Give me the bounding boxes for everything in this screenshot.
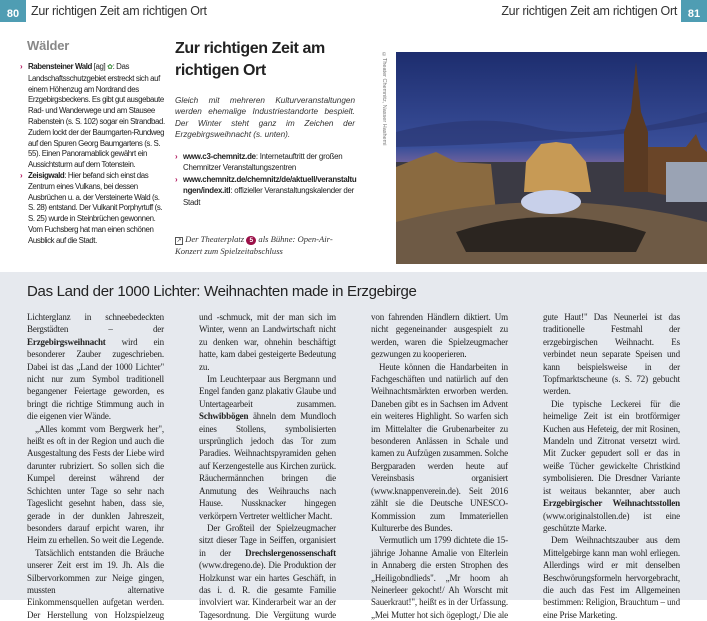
chevron-right-icon: › — [20, 62, 23, 71]
paragraph: Der Großteil der Spielzeugmacher sitzt dieser Tage in Seiffen, organisiert in der Drechslergenossenschaft (www.dregeno.de). Die Produktion der Holzkunst war ein hartes Geschäft, in das i. d. R. die gesamte Familie involviert war. Kinderarbeit war an der Tagesordnung. Die Vergütung wurde von fahrenden Händlern diktiert. Um nicht gegeneinander ausgespielt zu werden, waren die Spielzeugmacher gezwungen zu kooperieren. — [199, 312, 508, 620]
item-name: Rabensteiner Wald — [28, 62, 92, 71]
map-marker-badge: 5 — [246, 236, 256, 245]
photo-ref-icon: ↗ — [176, 238, 182, 244]
list-item — [175, 174, 360, 208]
box-body-columns — [27, 311, 680, 621]
page-number-right: 81 — [681, 0, 707, 22]
item-tag: [ag] — [91, 62, 108, 71]
caption-text: Der Theaterplatz — [185, 234, 247, 244]
theaterplatz-photo — [396, 52, 707, 264]
link-url[interactable]: www.c3-chemnitz.de — [183, 152, 256, 161]
section-title-waelder: Wälder — [27, 38, 70, 53]
running-title-right: Zur richtigen Zeit am richtigen Ort — [501, 4, 677, 18]
link-url[interactable]: www.chemnitz.de/chemnitz/de/aktuell/veranstaltungen/index.itl — [183, 174, 357, 196]
intro-text: Gleich mit mehreren Kulturveranstaltungen werden ehemalige Industriestandorte bespielt. Der Winter steht ganz im Zeichen der Erzgebirgsweihnacht (s. unten). — [175, 96, 355, 140]
link-desc: : offizieller Veranstaltungskalender der Stadt — [183, 186, 354, 207]
item-text: : Hier befand sich einst das Zentrum eines Vulkans, bei dessen Ausbrüchen u. a. der Versteinerte Wald (s. S. 28) entstand. Der Vulkanit Porphyrtuff (s. S. 25) wurde in Steinbrüchen gewonnen. Vom Fuchsberg hat man einen schönen Ausblick auf die Stadt. — [28, 170, 163, 245]
item-text: : Das Landschaftsschutzgebiet erstreckt sich auf einem Höhenzug am Nordrand des Erzgebirgsbeckens. Es gibt gut ausgebaute Rad- und Wanderwege und am Stausee Rabenstein (s. S. 102) sogar ein Strandbad. Zudem lockt der der Baumgarten-Rundweg auf den Spuren Georg Baumgartens (s. S. 55). Einen Panoramablick gewährt ein Aussichtsturm auf dem Totenstein. — [28, 62, 165, 170]
chevron-right-icon: › — [20, 170, 23, 180]
waelder-list — [20, 62, 166, 247]
running-title-left: Zur richtigen Zeit am richtigen Ort — [31, 4, 207, 18]
nature-icon: ✿ — [107, 64, 113, 71]
paragraph: Dem Weihnachtszauber aus dem Mittelgebirge kann man wohl erliegen. Allerdings wird er mit denselben Beschwörungsformeln hervorgebracht, die auch das Fest im Allgemeinen bestimmen: Religion, Brauchtum – und eine Prise Marketing. — [543, 535, 680, 620]
chevron-right-icon: › — [175, 152, 178, 161]
box-title: Das Land der 1000 Lichter: Weihnachten made in Erzgebirge — [27, 283, 417, 300]
list-item — [20, 62, 166, 171]
intro-title: Zur richtigen Zeit am richtigen Ort — [175, 40, 325, 79]
list-item — [20, 171, 166, 247]
paragraph: Tatsächlich entstanden die Bräuche unserer Zeit erst im 19. Jh. Als die Silbervorkommen zur Neige gingen, mussten alternative Einkommensquellen aufgetan werden. Der Herstellung von Holzspielzeug und -schmuck, mit der man sich im Winter, wenn an Landwirtschaft nicht zu denken war, ohnehin beschäftigt hatte, kam dabei gesteigerte Bedeutung zu. — [27, 312, 336, 620]
paragraph: „Alles kommt vom Bergwerk her", heißt es oft in der Region und auch die Ausgestaltung des Fests der Liebe wird darunter rubriziert. So sollen sich die Kumpel dereinst während der Schichten unter Tage so sehr nach Tageslicht gesehnt haben, dass sie, gerade in der dunklen Jahreszeit, besonders darauf erpicht waren, ihr Heim zu erhellen. So weit die Legende. — [27, 423, 164, 546]
paragraph: Die typische Leckerei für die heimelige Zeit ist ein brotförmiger Kuchen aus Hefeteig, der mit Rosinen, Mandeln und Zitronat versetzt wird. Mit Zucker gepudert soll er das in weiße Tücher gewickelte Christkind symbolisieren. Die Dresdner Variante ist weitaus bekannter, aber auch Erzgebirgischer Weihnachtsstollen (www.originalstollen.de) ist eine geschützte Marke. — [543, 398, 680, 533]
list-item — [175, 151, 360, 174]
item-name: Zeisigwald — [28, 170, 65, 180]
paragraph: Lichterglanz in schneebedeckten Bergstädten – der Erzgebirgsweihnacht wird ein besonderer Zauber zugeschrieben. Dabei ist das „Land der 1000 Lichter" nicht nur zum Symbol traditionell begangener Feiertage geworden, es bringt die richtige Stimmung auch in die eigenen vier Wände. — [27, 312, 164, 422]
paragraph: Vermutlich um 1799 dichtete die 15-jährige Johanne Amalie von Elterlein in Annaberg die ersten Strophen des „Heiligobndlieds". „Mr hoom ah Neinerleer gekocht!/ Ah Worscht mit Sauerkraut!", heißt es in der Urfassung. „Mei Mutter hot sich ögeplogt,/ Die ale gute Haut!" Das Neunerlei ist das traditionelle Festmahl der erzgebirgischen Weihnacht. Es verbindet neun separate Speisen und kann beispielsweise in der Topfmarktscheune (s. S. 72) gebucht werden. — [371, 312, 680, 620]
caption-text: als Bühne: Open-Air-Konzert zum Spielzeitabschluss — [175, 234, 333, 256]
paragraph: Heute können die Handarbeiten in Fachgeschäften und natürlich auf den Weihnachtsmärkten erworben werden. Daneben gibt es in Sachsen im Advent ein weiteres Highlight. So warfen sich im Mittelalter die Grubenarbeiter zu besonderen Anlässen in Schale und kamen zu Aufzügen zusammen. Solche Bergparaden werden heute auf Vereinsbasis organisiert (www.knappenverein.de). Seit 2016 zählt sie die Deutsche UNESCO-Kommission zum Immateriellen Kulturerbe des Bundes. — [371, 361, 508, 533]
paragraph: Im Leuchterpaar aus Bergmann und Engel fanden ganz plakativ Glaube und Untertagearbeit zusammen. Schwibbögen ähneln dem Mundloch eines Stollens, symbolisierten ursprünglich jedoch das Tor zum Paradies. Weihnachtspyramiden gehen auf Kerzengestelle aus Kirchen zurück. Räuchermännchen bringen die Anmutung des Weihrauchs nach Hause. Nussknacker hingegen verkörpern Vertreter weltlicher Macht. — [199, 374, 336, 521]
chevron-right-icon: › — [175, 174, 178, 184]
link-list — [175, 151, 360, 208]
page-number-left: 80 — [0, 0, 26, 22]
photo-credit: ©Theater Chemnitz, Nasser Hashemi — [381, 52, 387, 146]
link-desc: : Internetauftritt der großen Chemnitzer Veranstaltungszentren — [183, 152, 343, 173]
photo-caption — [175, 234, 355, 257]
